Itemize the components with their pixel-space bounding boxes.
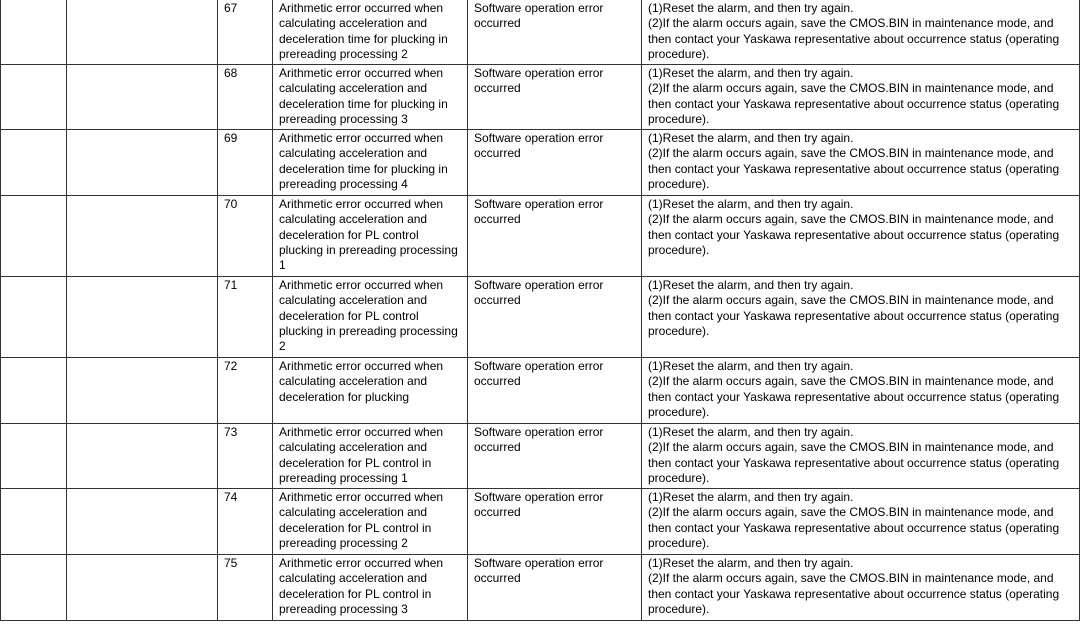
blank-cell-1 (1, 424, 67, 489)
alarm-remedy (642, 0, 1080, 65)
blank-cell-2 (67, 0, 218, 65)
alarm-number: 73 (218, 424, 273, 489)
blank-cell-1 (1, 130, 67, 196)
blank-cell-2 (67, 65, 218, 130)
blank-cell-2 (67, 277, 218, 358)
table-row (1, 489, 1080, 555)
alarm-cause: Software operation error occurred (468, 277, 642, 358)
alarm-remedy (642, 489, 1080, 555)
alarm-remedy (642, 65, 1080, 130)
alarm-remedy (642, 424, 1080, 489)
remedy-step-2: (2)If the alarm occurs again, save the CMOS.BIN in maintenance mode, and then contact your Yaskawa representative about occurrence status (operating procedure). (648, 571, 1060, 616)
remedy-step-1: (1)Reset the alarm, and then try again. (648, 1, 854, 15)
alarm-description: Arithmetic error occurred when calculating acceleration and deceleration time for plucking in prereading processing 3 (273, 65, 468, 130)
remedy-step-1: (1)Reset the alarm, and then try again. (648, 131, 854, 145)
blank-cell-2 (67, 489, 218, 555)
remedy-step-2: (2)If the alarm occurs again, save the CMOS.BIN in maintenance mode, and then contact your Yaskawa representative about occurrence status (operating procedure). (648, 505, 1060, 550)
blank-cell-2 (67, 555, 218, 621)
table-row (1, 0, 1080, 65)
remedy-step-2: (2)If the alarm occurs again, save the CMOS.BIN in maintenance mode, and then contact your Yaskawa representative about occurrence status (operating procedure). (648, 440, 1060, 485)
alarm-cause: Software operation error occurred (468, 555, 642, 621)
remedy-step-1: (1)Reset the alarm, and then try again. (648, 197, 854, 211)
alarm-description: Arithmetic error occurred when calculating acceleration and deceleration for PL control plucking in prereading processing 2 (273, 277, 468, 358)
remedy-step-1: (1)Reset the alarm, and then try again. (648, 490, 854, 504)
alarm-description: Arithmetic error occurred when calculating acceleration and deceleration for PL control in prereading processing 1 (273, 424, 468, 489)
alarm-number: 72 (218, 358, 273, 424)
table-row (1, 358, 1080, 424)
alarm-cause: Software operation error occurred (468, 358, 642, 424)
blank-cell-1 (1, 196, 67, 277)
blank-cell-1 (1, 277, 67, 358)
blank-cell-1 (1, 489, 67, 555)
alarm-remedy (642, 555, 1080, 621)
alarm-description: Arithmetic error occurred when calculating acceleration and deceleration time for plucking in prereading processing 2 (273, 0, 468, 65)
remedy-step-2: (2)If the alarm occurs again, save the CMOS.BIN in maintenance mode, and then contact your Yaskawa representative about occurrence status (operating procedure). (648, 146, 1060, 191)
alarm-remedy (642, 196, 1080, 277)
remedy-step-1: (1)Reset the alarm, and then try again. (648, 425, 854, 439)
table-row (1, 65, 1080, 130)
remedy-step-1: (1)Reset the alarm, and then try again. (648, 556, 854, 570)
alarm-description: Arithmetic error occurred when calculating acceleration and deceleration time for plucking in prereading processing 4 (273, 130, 468, 196)
alarm-cause: Software operation error occurred (468, 196, 642, 277)
remedy-step-2: (2)If the alarm occurs again, save the CMOS.BIN in maintenance mode, and then contact your Yaskawa representative about occurrence status (operating procedure). (648, 374, 1060, 419)
alarm-cause: Software operation error occurred (468, 130, 642, 196)
remedy-step-1: (1)Reset the alarm, and then try again. (648, 66, 854, 80)
alarm-description: Arithmetic error occurred when calculating acceleration and deceleration for PL control plucking in prereading processing 1 (273, 196, 468, 277)
alarm-cause: Software operation error occurred (468, 489, 642, 555)
alarm-cause: Software operation error occurred (468, 424, 642, 489)
blank-cell-1 (1, 0, 67, 65)
alarm-description: Arithmetic error occurred when calculating acceleration and deceleration for plucking (273, 358, 468, 424)
blank-cell-2 (67, 358, 218, 424)
remedy-step-2: (2)If the alarm occurs again, save the CMOS.BIN in maintenance mode, and then contact your Yaskawa representative about occurrence status (operating procedure). (648, 293, 1060, 338)
alarm-cause: Software operation error occurred (468, 0, 642, 65)
table-row (1, 277, 1080, 358)
alarm-description: Arithmetic error occurred when calculating acceleration and deceleration for PL control in prereading processing 3 (273, 555, 468, 621)
table-row (1, 130, 1080, 196)
alarm-number: 71 (218, 277, 273, 358)
alarm-number: 74 (218, 489, 273, 555)
remedy-step-1: (1)Reset the alarm, and then try again. (648, 278, 854, 292)
alarm-cause: Software operation error occurred (468, 65, 642, 130)
alarm-table-body (1, 0, 1080, 621)
blank-cell-1 (1, 358, 67, 424)
alarm-number: 69 (218, 130, 273, 196)
table-row (1, 196, 1080, 277)
blank-cell-2 (67, 424, 218, 489)
alarm-number: 68 (218, 65, 273, 130)
table-row (1, 424, 1080, 489)
alarm-number: 75 (218, 555, 273, 621)
remedy-step-2: (2)If the alarm occurs again, save the CMOS.BIN in maintenance mode, and then contact your Yaskawa representative about occurrence status (operating procedure). (648, 81, 1060, 126)
blank-cell-1 (1, 65, 67, 130)
remedy-step-2: (2)If the alarm occurs again, save the CMOS.BIN in maintenance mode, and then contact your Yaskawa representative about occurrence status (operating procedure). (648, 212, 1060, 257)
blank-cell-2 (67, 130, 218, 196)
remedy-step-1: (1)Reset the alarm, and then try again. (648, 359, 854, 373)
alarm-remedy (642, 130, 1080, 196)
alarm-remedy (642, 277, 1080, 358)
blank-cell-1 (1, 555, 67, 621)
remedy-step-2: (2)If the alarm occurs again, save the CMOS.BIN in maintenance mode, and then contact your Yaskawa representative about occurrence status (operating procedure). (648, 16, 1060, 61)
blank-cell-2 (67, 196, 218, 277)
table-row (1, 555, 1080, 621)
alarm-number: 67 (218, 0, 273, 65)
alarm-description: Arithmetic error occurred when calculating acceleration and deceleration for PL control in prereading processing 2 (273, 489, 468, 555)
alarm-remedy (642, 358, 1080, 424)
alarm-number: 70 (218, 196, 273, 277)
